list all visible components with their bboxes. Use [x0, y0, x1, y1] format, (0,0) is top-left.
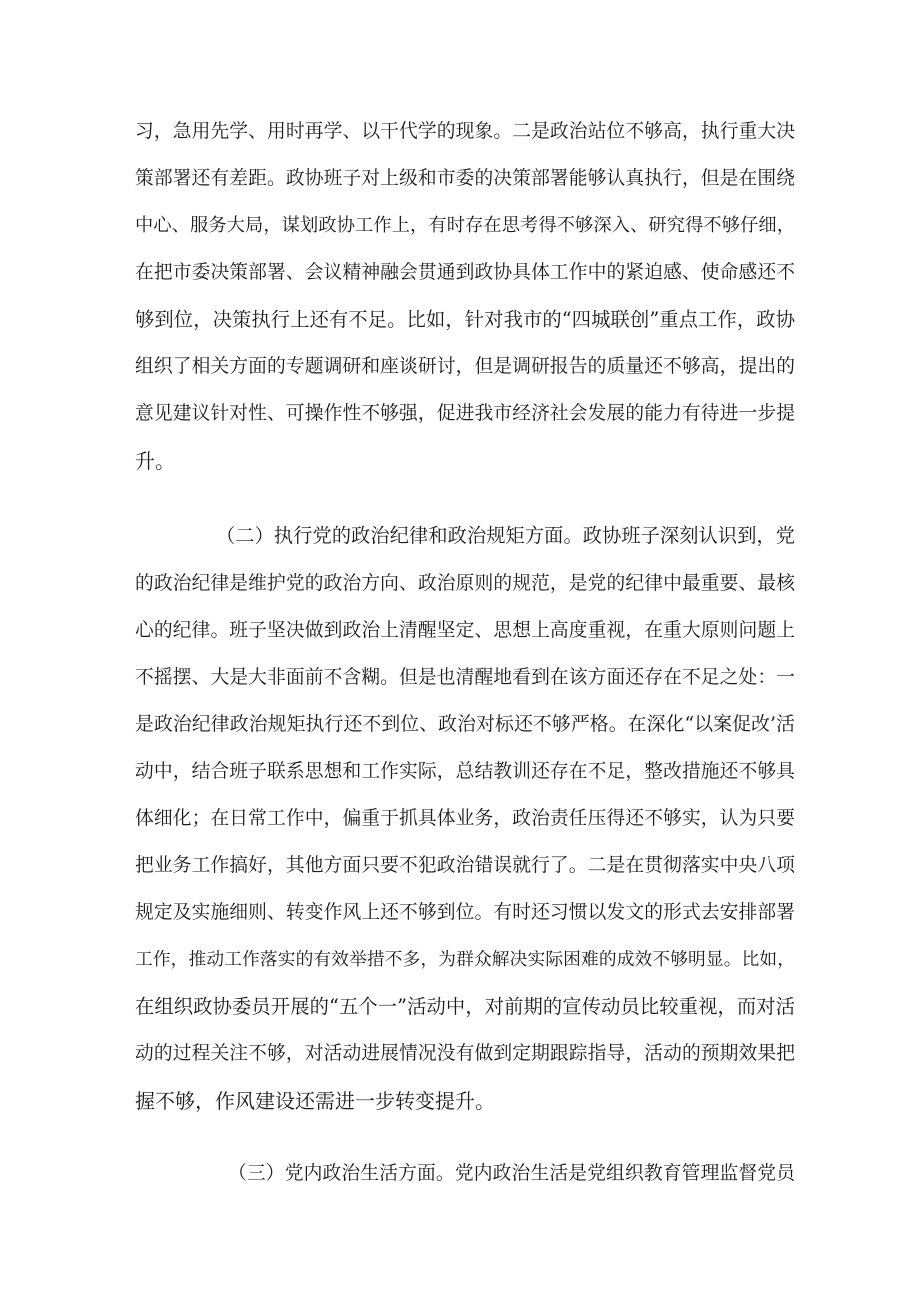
- paragraph-line: 在把市委决策部署、会议精神融会贯通到政协具体工作中的紧迫感、使命感还不: [135, 262, 795, 283]
- paragraph-line: 握不够，作风建设还需进一步转变提升。: [135, 1089, 495, 1113]
- paragraph-line: 心的纪律。班子坚决做到政治上清醒坚定、思想上高度重视，在重大原则问题上: [135, 620, 795, 641]
- section-heading-line: （三）党内政治生活方面。党内政治生活是党组织教育管理监督党员: [228, 1163, 795, 1184]
- paragraph-line: 把业务工作搞好，其他方面只要不犯政治错误就行了。二是在贯彻落实中央八项: [135, 855, 795, 876]
- paragraph-line: 工作，推动工作落实的有效举措不多，为群众解决实际困难的成效不够明显。比如，: [135, 950, 795, 970]
- paragraph-line: 体细化；在日常工作中，偏重于抓具体业务，政治责任压得还不够实，认为只要: [135, 808, 795, 829]
- paragraph-line: 意见建议针对性、可操作性不够强，促进我市经济社会发展的能力有待进一步提: [135, 403, 795, 424]
- paragraph-line: 规定及实施细则、转变作风上还不够到位。有时还习惯以发文的形式去安排部署: [135, 902, 795, 923]
- paragraph-line: 是政治纪律政治规矩执行还不到位、政治对标还不够严格。在深化“以案促改’活: [135, 714, 795, 735]
- paragraph-line: 动的过程关注不够，对活动进展情况没有做到定期跟踪指导，活动的预期效果把: [135, 1043, 795, 1064]
- paragraph-line: 策部署还有差距。政协班子对上级和市委的决策部署能够认真执行，但是在围绕: [135, 168, 795, 189]
- paragraph-line: 在组织政协委员开展的“五个一”活动中，对前期的宣传动员比较重视，而对活: [135, 995, 795, 1018]
- paragraph-line: 习，急用先学、用时再学、以干代学的现象。二是政治站位不够高，执行重大决: [135, 121, 795, 142]
- paragraph-line: 升。: [135, 449, 175, 473]
- paragraph-line: 够到位，决策执行上还有不足。比如，针对我市的“四城联创”重点工作，政协: [135, 308, 795, 331]
- paragraph-line: 中心、服务大局，谋划政协工作上，有时存在思考得不够深入、研究得不够仔细，: [135, 215, 795, 236]
- paragraph-line: 的政治纪律是维护党的政治方向、政治原则的规范，是党的纪律中最重要、最核: [135, 573, 795, 594]
- paragraph-line: 不摇摆、大是大非面前不含糊。但是也清醒地看到在该方面还存在不足之处：一: [135, 667, 795, 688]
- paragraph-line: 组织了相关方面的专题调研和座谈研讨，但是调研报告的质量还不够高，提出的: [135, 356, 795, 377]
- paragraph-line: 动中，结合班子联系思想和工作实际，总结教训还存在不足，整改措施还不够具: [135, 761, 795, 782]
- section-heading-line: （二）执行党的政治纪律和政治规矩方面。政协班子深刻认识到，党: [216, 524, 795, 547]
